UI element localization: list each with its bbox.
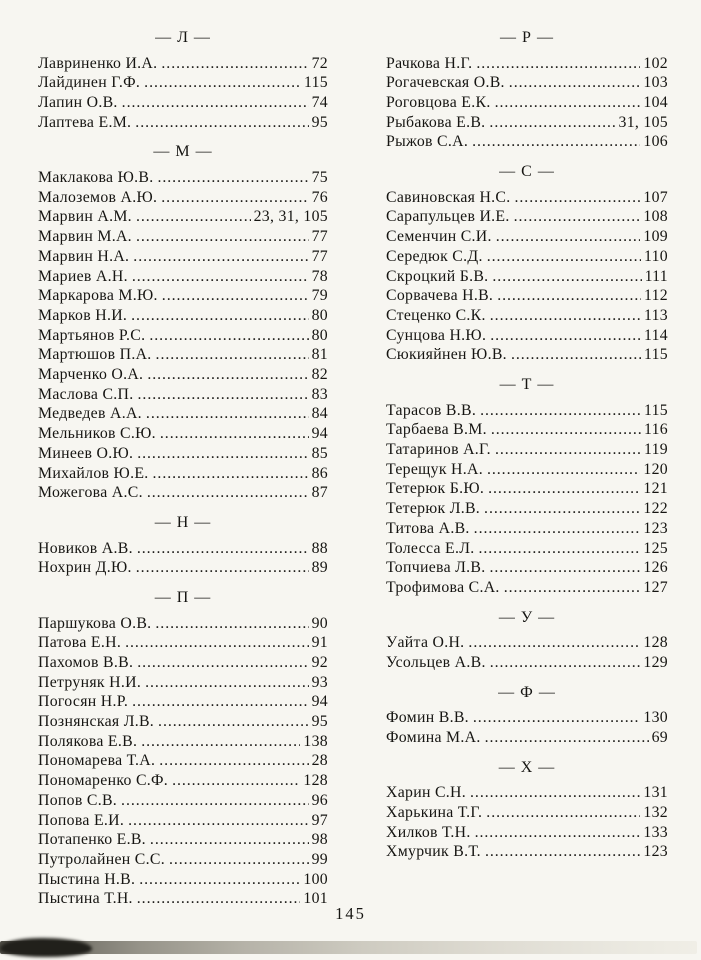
index-entry bbox=[38, 558, 328, 578]
index-entry bbox=[386, 306, 668, 326]
dot-leader bbox=[136, 227, 309, 247]
dot-leader bbox=[489, 558, 640, 578]
index-entry bbox=[38, 464, 328, 484]
index-entry bbox=[386, 227, 668, 247]
entry-page-number: 80 bbox=[311, 306, 328, 324]
entry-name: Пахомов В.В. bbox=[38, 653, 134, 671]
entry-name: Минеев О.Ю. bbox=[38, 444, 134, 462]
entry-name: Татаринов А.Г. bbox=[386, 441, 491, 459]
entry-name: Рыбакова Е.В. bbox=[386, 113, 486, 131]
dot-leader bbox=[485, 842, 640, 862]
dot-leader bbox=[147, 483, 309, 503]
entry-name: Середюк С.Д. bbox=[386, 247, 483, 265]
entry-page-number: 122 bbox=[643, 500, 668, 518]
index-entry bbox=[38, 811, 328, 831]
dot-leader bbox=[156, 345, 309, 365]
index-entry bbox=[38, 168, 328, 188]
entry-page-number: 129 bbox=[643, 653, 668, 671]
section-heading: — Н — bbox=[154, 513, 212, 531]
scan-shadow-artifact bbox=[0, 938, 92, 957]
dot-leader bbox=[172, 771, 300, 791]
entry-page-number: 133 bbox=[643, 823, 668, 841]
entry-page-number: 77 bbox=[311, 247, 328, 265]
dot-leader bbox=[153, 464, 309, 484]
entry-name: Пономарева Т.А. bbox=[38, 752, 156, 770]
index-entry bbox=[386, 73, 668, 93]
dot-leader bbox=[144, 73, 301, 93]
entry-name: Сорвачева Н.В. bbox=[386, 287, 494, 305]
dot-leader bbox=[136, 558, 309, 578]
dot-leader bbox=[488, 479, 640, 499]
dot-leader bbox=[131, 306, 308, 326]
entry-page-number: 100 bbox=[303, 870, 328, 888]
entry-name: Пономаренко С.Ф. bbox=[38, 772, 169, 790]
index-entry bbox=[38, 673, 328, 693]
entry-name: Маркарова М.Ю. bbox=[38, 287, 158, 305]
dot-leader bbox=[136, 207, 251, 227]
entry-name: Фомина М.А. bbox=[386, 728, 481, 746]
index-entry bbox=[386, 728, 668, 748]
entry-page-number: 110 bbox=[643, 247, 668, 265]
index-entry bbox=[386, 803, 668, 823]
index-entry bbox=[386, 132, 668, 152]
index-entry bbox=[38, 830, 328, 850]
entry-page-number: 103 bbox=[643, 74, 668, 92]
entry-page-number: 104 bbox=[643, 94, 668, 111]
index-entry bbox=[386, 286, 668, 306]
index-entry bbox=[38, 614, 328, 634]
dot-leader bbox=[137, 653, 308, 673]
index-entry bbox=[38, 424, 328, 444]
entry-page-number: 23, 31, 105 bbox=[253, 208, 328, 226]
index-entry bbox=[38, 267, 328, 287]
index-entry bbox=[38, 345, 328, 365]
entry-name: Харин С.Н. bbox=[386, 784, 467, 802]
entry-page-number: 113 bbox=[643, 306, 668, 324]
entry-name: Паршукова О.В. bbox=[38, 614, 152, 632]
entry-name: Новиков А.В. bbox=[38, 539, 133, 557]
entry-page-number: 92 bbox=[311, 653, 328, 671]
index-entry bbox=[38, 791, 328, 811]
index-column-right bbox=[386, 26, 668, 960]
entry-page-number: 106 bbox=[643, 133, 668, 151]
dot-leader bbox=[125, 633, 309, 653]
entry-name: Марков Н.И. bbox=[38, 306, 128, 324]
dot-leader bbox=[121, 791, 309, 811]
entry-page-number: 115 bbox=[643, 346, 668, 364]
entry-name: Усольцев А.В. bbox=[386, 653, 486, 671]
entry-page-number: 107 bbox=[643, 188, 668, 206]
entry-name: Лавриненко И.А. bbox=[38, 54, 158, 72]
dot-leader bbox=[135, 113, 308, 133]
index-entry bbox=[38, 54, 328, 74]
index-entry bbox=[386, 401, 668, 421]
dot-leader bbox=[150, 830, 309, 850]
entry-page-number: 99 bbox=[311, 850, 328, 868]
dot-leader bbox=[133, 247, 308, 267]
index-entry bbox=[386, 558, 668, 578]
index-entry bbox=[38, 483, 328, 503]
entry-name: Марченко О.А. bbox=[38, 366, 144, 384]
entry-page-number: 76 bbox=[311, 188, 328, 206]
section-heading: — У — bbox=[498, 608, 556, 626]
section-heading: — М — bbox=[153, 143, 213, 161]
entry-page-number: 95 bbox=[311, 713, 328, 731]
entry-page-number: 119 bbox=[643, 441, 668, 459]
dot-leader bbox=[159, 751, 308, 771]
index-entry bbox=[38, 365, 328, 385]
entry-name: Семенчин С.И. bbox=[386, 228, 492, 246]
entry-page-number: 28 bbox=[311, 752, 328, 770]
entry-page-number: 98 bbox=[311, 831, 328, 849]
dot-leader bbox=[474, 519, 641, 539]
index-entry bbox=[386, 267, 668, 287]
index-entry bbox=[38, 444, 328, 464]
scan-edge-artifact bbox=[0, 941, 697, 954]
entry-name: Путролайнен С.С. bbox=[38, 850, 165, 868]
entry-name: Сюкияйнен Ю.В. bbox=[386, 346, 507, 364]
index-entry bbox=[386, 54, 668, 74]
dot-leader bbox=[511, 345, 641, 365]
entry-name: Мартьянов Р.С. bbox=[38, 326, 146, 344]
entry-page-number: 125 bbox=[643, 539, 668, 557]
dot-leader bbox=[157, 168, 308, 188]
section-heading: — П — bbox=[154, 588, 212, 606]
entry-name: Хмурчик В.Т. bbox=[386, 843, 481, 861]
entry-name: Марвин А.М. bbox=[38, 208, 132, 226]
index-entry bbox=[386, 823, 668, 843]
index-entry bbox=[38, 712, 328, 732]
dot-leader bbox=[147, 365, 308, 385]
entry-name: Михайлов Ю.Е. bbox=[38, 464, 149, 482]
entry-name: Топчиева Л.В. bbox=[386, 559, 486, 577]
entry-name: Стеценко С.К. bbox=[386, 306, 486, 324]
dot-leader bbox=[169, 850, 309, 870]
entry-name: Патова Е.Н. bbox=[38, 634, 122, 652]
dot-leader bbox=[161, 188, 308, 208]
index-entry bbox=[38, 732, 328, 752]
dot-leader bbox=[141, 732, 300, 752]
entry-name: Можегова А.С. bbox=[38, 484, 143, 502]
entry-name: Тарасов В.В. bbox=[386, 401, 477, 419]
entry-name: Рачкова Н.Г. bbox=[386, 54, 473, 72]
dot-leader bbox=[490, 326, 641, 346]
dot-leader bbox=[122, 93, 309, 113]
dot-leader bbox=[475, 823, 641, 843]
entry-name: Полякова Е.В. bbox=[38, 732, 138, 750]
index-entry bbox=[386, 460, 668, 480]
dot-leader bbox=[484, 499, 640, 519]
index-entry bbox=[386, 519, 668, 539]
dot-leader bbox=[514, 207, 641, 227]
entry-page-number: 130 bbox=[643, 709, 668, 727]
index-entry bbox=[38, 286, 328, 306]
index-entry bbox=[38, 633, 328, 653]
dot-leader bbox=[487, 247, 641, 267]
entry-name: Трофимова С.А. bbox=[386, 578, 500, 596]
dot-leader bbox=[155, 614, 308, 634]
entry-name: Титова А.В. bbox=[386, 519, 470, 537]
entry-page-number: 91 bbox=[311, 634, 328, 652]
entry-name: Пыстина Н.В. bbox=[38, 870, 136, 888]
index-entry bbox=[386, 539, 668, 559]
entry-name: Уайта О.Н. bbox=[386, 634, 465, 652]
section-heading: — Р — bbox=[500, 29, 554, 46]
dot-leader bbox=[509, 73, 641, 93]
entry-name: Погосян Н.Р. bbox=[38, 693, 129, 711]
index-entry bbox=[386, 578, 668, 598]
dot-leader bbox=[491, 420, 641, 440]
index-entry bbox=[38, 188, 328, 208]
dot-leader bbox=[490, 653, 641, 673]
index-entry bbox=[386, 842, 668, 862]
entry-name: Марвин М.А. bbox=[38, 228, 132, 246]
entry-page-number: 83 bbox=[311, 385, 328, 403]
dot-leader bbox=[495, 440, 641, 460]
dot-leader bbox=[470, 783, 640, 803]
dot-leader bbox=[495, 93, 641, 113]
entry-page-number: 31, 105 bbox=[618, 113, 668, 131]
dot-leader bbox=[472, 132, 640, 152]
entry-page-number: 87 bbox=[311, 484, 328, 502]
index-entry bbox=[386, 345, 668, 365]
dot-leader bbox=[487, 460, 640, 480]
entry-page-number: 95 bbox=[311, 113, 328, 131]
entry-name: Рыжов С.А. bbox=[386, 133, 469, 151]
entry-page-number: 94 bbox=[311, 425, 328, 443]
dot-leader bbox=[489, 113, 615, 133]
entry-name: Мартюшов П.А. bbox=[38, 346, 152, 364]
index-entry bbox=[38, 326, 328, 346]
index-entry bbox=[38, 227, 328, 247]
index-entry bbox=[386, 326, 668, 346]
index-entry bbox=[386, 479, 668, 499]
entry-page-number: 85 bbox=[311, 444, 328, 462]
index-entry bbox=[386, 440, 668, 460]
entry-page-number: 128 bbox=[303, 772, 328, 790]
index-entry bbox=[386, 783, 668, 803]
entry-page-number: 81 bbox=[311, 346, 328, 364]
entry-name: Маслова С.П. bbox=[38, 385, 134, 403]
dot-leader bbox=[138, 385, 309, 405]
entry-name: Лаптева Е.М. bbox=[38, 113, 132, 131]
index-entry bbox=[38, 385, 328, 405]
entry-name: Фомин В.В. bbox=[386, 709, 469, 727]
entry-name: Тарбаева В.М. bbox=[386, 421, 487, 439]
index-entry bbox=[38, 247, 328, 267]
dot-leader bbox=[476, 54, 640, 74]
entry-page-number: 80 bbox=[311, 326, 328, 344]
index-entry bbox=[38, 306, 328, 326]
index-entry bbox=[386, 207, 668, 227]
entry-page-number: 112 bbox=[643, 287, 668, 305]
entry-name: Лапин О.В. bbox=[38, 94, 118, 111]
entry-page-number: 123 bbox=[643, 519, 668, 537]
entry-page-number: 102 bbox=[643, 54, 668, 72]
entry-name: Попова Е.И. bbox=[38, 811, 125, 829]
section-heading: — Х — bbox=[498, 758, 556, 776]
entry-page-number: 109 bbox=[643, 228, 668, 246]
page-number: 145 bbox=[335, 904, 366, 923]
index-entry bbox=[38, 870, 328, 890]
index-entry bbox=[38, 113, 328, 133]
index-entry bbox=[386, 93, 668, 113]
dot-leader bbox=[468, 633, 640, 653]
entry-page-number: 111 bbox=[644, 267, 668, 285]
entry-page-number: 82 bbox=[311, 366, 328, 384]
section-heading: — Т — bbox=[499, 376, 555, 394]
dot-leader bbox=[158, 712, 309, 732]
dot-leader bbox=[128, 811, 308, 831]
entry-page-number: 72 bbox=[311, 54, 328, 72]
dot-leader bbox=[145, 673, 309, 693]
index-entry bbox=[386, 188, 668, 208]
entry-page-number: 114 bbox=[643, 326, 668, 344]
entry-page-number: 94 bbox=[311, 693, 328, 711]
section-heading: — Ф — bbox=[498, 683, 556, 701]
entry-name: Харькина Т.Г. bbox=[386, 803, 483, 821]
entry-name: Сунцова Н.Ю. bbox=[386, 326, 487, 344]
entry-name: Савиновская Н.С. bbox=[386, 188, 511, 206]
dot-leader bbox=[132, 692, 309, 712]
dot-leader bbox=[504, 578, 641, 598]
entry-name: Потапенко Е.В. bbox=[38, 831, 146, 849]
entry-page-number: 75 bbox=[311, 169, 328, 186]
entry-page-number: 121 bbox=[643, 480, 668, 498]
index-entry bbox=[386, 113, 668, 133]
dot-leader bbox=[515, 188, 641, 208]
dot-leader bbox=[473, 708, 640, 728]
index-entry bbox=[38, 771, 328, 791]
dot-leader bbox=[132, 267, 309, 287]
entry-page-number: 115 bbox=[303, 74, 328, 92]
index-entry bbox=[386, 708, 668, 728]
entry-page-number: 93 bbox=[311, 673, 328, 691]
entry-page-number: 84 bbox=[311, 405, 328, 423]
dot-leader bbox=[480, 401, 641, 421]
entry-name: Тетерюк Л.В. bbox=[386, 500, 481, 518]
entry-name: Мариев А.Н. bbox=[38, 267, 128, 285]
dot-leader bbox=[497, 286, 641, 306]
entry-page-number: 69 bbox=[651, 728, 668, 746]
index-entry bbox=[38, 850, 328, 870]
dot-leader bbox=[162, 286, 309, 306]
index-entry bbox=[386, 633, 668, 653]
entry-name: Рогачевская О.В. bbox=[386, 74, 505, 92]
index-entry bbox=[386, 653, 668, 673]
entry-page-number: 126 bbox=[643, 559, 668, 577]
entry-page-number: 89 bbox=[311, 559, 328, 577]
entry-name: Петруняк Н.И. bbox=[38, 673, 142, 691]
dot-leader bbox=[485, 728, 649, 748]
entry-name: Толесса Е.Л. bbox=[386, 539, 475, 557]
entry-name: Сарапульцев И.Е. bbox=[386, 208, 510, 226]
index-entry bbox=[386, 420, 668, 440]
index-entry bbox=[38, 692, 328, 712]
dot-leader bbox=[146, 404, 309, 424]
entry-name: Нохрин Д.Ю. bbox=[38, 559, 132, 577]
entry-name: Хилков Т.Н. bbox=[386, 823, 471, 841]
entry-page-number: 132 bbox=[643, 803, 668, 821]
index-entry bbox=[38, 751, 328, 771]
entry-name: Скроцкий Б.В. bbox=[386, 267, 489, 285]
dot-leader bbox=[149, 326, 308, 346]
index-entry bbox=[38, 539, 328, 559]
index-entry bbox=[386, 499, 668, 519]
index-entry bbox=[386, 247, 668, 267]
dot-leader bbox=[486, 803, 640, 823]
entry-page-number: 90 bbox=[311, 614, 328, 632]
entry-page-number: 108 bbox=[643, 208, 668, 226]
dot-leader bbox=[161, 54, 308, 74]
index-entry bbox=[38, 404, 328, 424]
index-entry bbox=[38, 653, 328, 673]
dot-leader bbox=[139, 870, 300, 890]
entry-page-number: 101 bbox=[303, 890, 328, 908]
entry-name: Попов С.В. bbox=[38, 791, 118, 809]
entry-name: Терещук Н.А. bbox=[386, 460, 483, 478]
entry-page-number: 88 bbox=[311, 539, 328, 557]
section-heading: — Л — bbox=[155, 29, 211, 46]
dot-leader bbox=[137, 444, 308, 464]
entry-page-number: 86 bbox=[311, 464, 328, 482]
entry-page-number: 123 bbox=[643, 843, 668, 861]
section-heading: — С — bbox=[499, 163, 555, 181]
entry-page-number: 115 bbox=[643, 401, 668, 419]
entry-name: Роговцова Е.К. bbox=[386, 94, 491, 111]
dot-leader bbox=[478, 539, 640, 559]
index-entry bbox=[38, 93, 328, 113]
entry-page-number: 116 bbox=[643, 421, 668, 439]
entry-name: Лайдинен Г.Ф. bbox=[38, 74, 141, 92]
entry-page-number: 79 bbox=[311, 287, 328, 305]
dot-leader bbox=[492, 267, 641, 287]
entry-name: Медведев А.А. bbox=[38, 405, 142, 423]
dot-leader bbox=[496, 227, 641, 247]
dot-leader bbox=[137, 539, 309, 559]
entry-name: Познянская Л.В. bbox=[38, 713, 155, 731]
index-entry bbox=[38, 73, 328, 93]
entry-page-number: 96 bbox=[311, 791, 328, 809]
entry-name: Малоземов А.Ю. bbox=[38, 188, 158, 206]
index-entry bbox=[38, 207, 328, 227]
entry-page-number: 120 bbox=[643, 460, 668, 478]
entry-page-number: 97 bbox=[311, 811, 328, 829]
entry-page-number: 77 bbox=[311, 228, 328, 246]
entry-page-number: 131 bbox=[643, 784, 668, 802]
entry-page-number: 78 bbox=[311, 267, 328, 285]
entry-name: Марвин Н.А. bbox=[38, 247, 130, 265]
entry-name: Мельников С.Ю. bbox=[38, 425, 156, 443]
entry-page-number: 74 bbox=[311, 94, 328, 111]
index-column-left bbox=[38, 26, 328, 960]
dot-leader bbox=[160, 424, 309, 444]
entry-name: Пыстина Т.Н. bbox=[38, 890, 133, 908]
entry-page-number: 138 bbox=[303, 732, 328, 750]
entry-page-number: 128 bbox=[643, 634, 668, 652]
entry-name: Маклакова Ю.В. bbox=[38, 169, 154, 186]
entry-page-number: 127 bbox=[643, 578, 668, 596]
dot-leader bbox=[490, 306, 641, 326]
entry-name: Тетерюк Б.Ю. bbox=[386, 480, 485, 498]
